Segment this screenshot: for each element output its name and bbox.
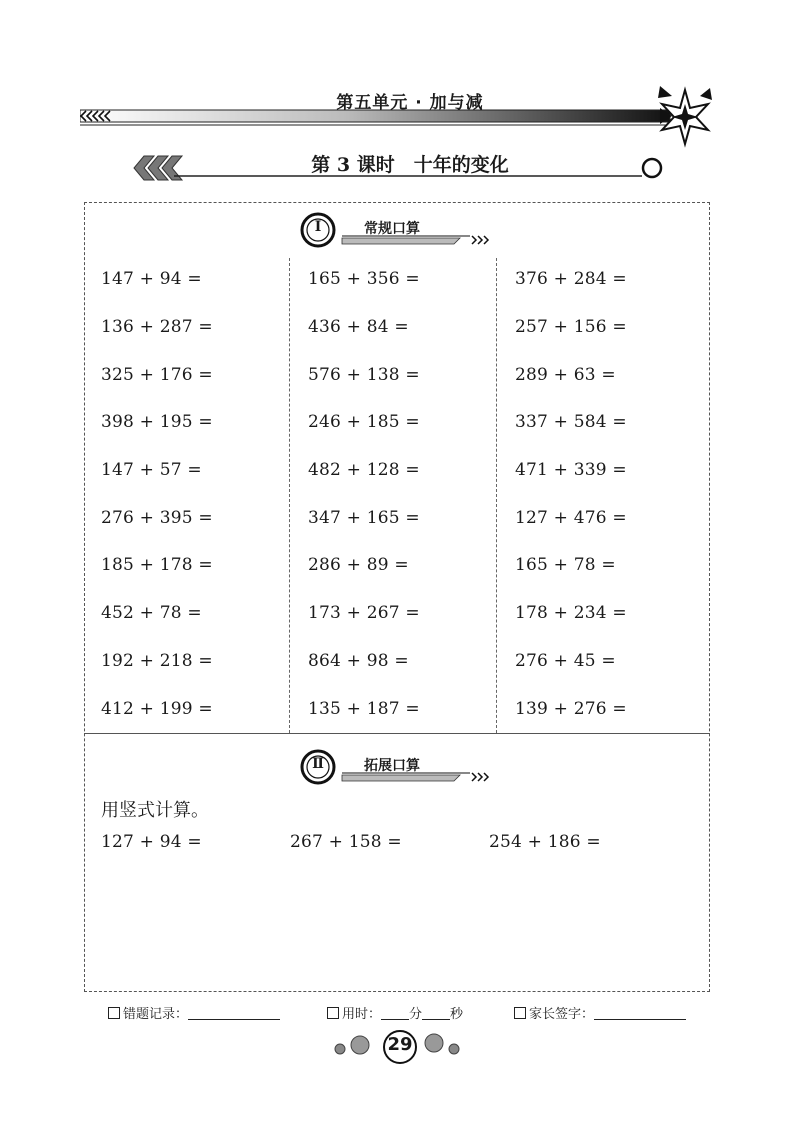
problem: 165 + 78 = bbox=[515, 555, 616, 575]
seconds-blank[interactable] bbox=[422, 1007, 450, 1020]
problem: 576 + 138 = bbox=[308, 365, 420, 385]
section-divider bbox=[84, 733, 710, 734]
problem: 276 + 45 = bbox=[515, 651, 616, 671]
parent-signature-label: 家长签字： bbox=[529, 1007, 595, 1022]
problem: 185 + 178 = bbox=[101, 555, 213, 575]
problem: 173 + 267 = bbox=[308, 603, 420, 623]
section-1-numeral: Ⅰ bbox=[314, 219, 322, 235]
time-used-label: 用时： bbox=[342, 1007, 382, 1022]
parent-signature-blank[interactable] bbox=[594, 1007, 686, 1020]
section-2-badge bbox=[300, 749, 500, 789]
problem: 412 + 199 = bbox=[101, 699, 213, 719]
problem: 147 + 57 = bbox=[101, 460, 202, 480]
time-used-checkbox[interactable] bbox=[327, 1007, 339, 1019]
column-divider bbox=[289, 258, 290, 733]
problem: 864 + 98 = bbox=[308, 651, 409, 671]
minutes-label: 分 bbox=[409, 1007, 423, 1022]
problem: 398 + 195 = bbox=[101, 412, 213, 432]
section-1-badge bbox=[300, 212, 500, 252]
problem: 147 + 94 = bbox=[101, 269, 202, 289]
unit-title: 第五单元 · 加与减 bbox=[336, 93, 484, 113]
column-divider bbox=[496, 258, 497, 733]
problem: 286 + 89 = bbox=[308, 555, 409, 575]
problem: 192 + 218 = bbox=[101, 651, 213, 671]
minutes-blank[interactable] bbox=[381, 1007, 409, 1020]
problem: 136 + 287 = bbox=[101, 317, 213, 337]
error-record-blank[interactable] bbox=[188, 1007, 280, 1020]
problem: 178 + 234 = bbox=[515, 603, 627, 623]
problem: 289 + 63 = bbox=[515, 365, 616, 385]
section-1-title: 常规口算 bbox=[364, 221, 420, 237]
lesson-title: 第 3 课时 十年的变化 bbox=[311, 154, 509, 176]
error-record-checkbox[interactable] bbox=[108, 1007, 120, 1019]
parent-signature-field bbox=[514, 1003, 686, 1022]
problem: 139 + 276 = bbox=[515, 699, 627, 719]
problem: 482 + 128 = bbox=[308, 460, 420, 480]
problem: 436 + 84 = bbox=[308, 317, 409, 337]
star-emblem-icon bbox=[650, 82, 720, 152]
problem: 337 + 584 = bbox=[515, 412, 627, 432]
time-used-field bbox=[327, 1003, 463, 1022]
problem: 135 + 187 = bbox=[308, 699, 420, 719]
problem: 127 + 476 = bbox=[515, 508, 627, 528]
vertical-problem: 254 + 186 = bbox=[489, 832, 601, 852]
vertical-problem: 127 + 94 = bbox=[101, 832, 202, 852]
section-2-numeral: Ⅱ bbox=[312, 756, 324, 772]
problem: 165 + 356 = bbox=[308, 269, 420, 289]
problem: 246 + 185 = bbox=[308, 412, 420, 432]
error-record-label: 错题记录： bbox=[123, 1007, 189, 1022]
problem: 376 + 284 = bbox=[515, 269, 627, 289]
seconds-label: 秒 bbox=[450, 1007, 464, 1022]
problem: 276 + 395 = bbox=[101, 508, 213, 528]
problem: 452 + 78 = bbox=[101, 603, 202, 623]
problem: 471 + 339 = bbox=[515, 460, 627, 480]
section-2-title: 拓展口算 bbox=[364, 758, 420, 774]
vertical-problem: 267 + 158 = bbox=[290, 832, 402, 852]
problem: 347 + 165 = bbox=[308, 508, 420, 528]
problem: 257 + 156 = bbox=[515, 317, 627, 337]
error-record-field bbox=[108, 1003, 280, 1022]
instruction-text: 用竖式计算。 bbox=[101, 800, 209, 821]
page-number: 29 bbox=[387, 1034, 413, 1055]
parent-signature-checkbox[interactable] bbox=[514, 1007, 526, 1019]
problem: 325 + 176 = bbox=[101, 365, 213, 385]
